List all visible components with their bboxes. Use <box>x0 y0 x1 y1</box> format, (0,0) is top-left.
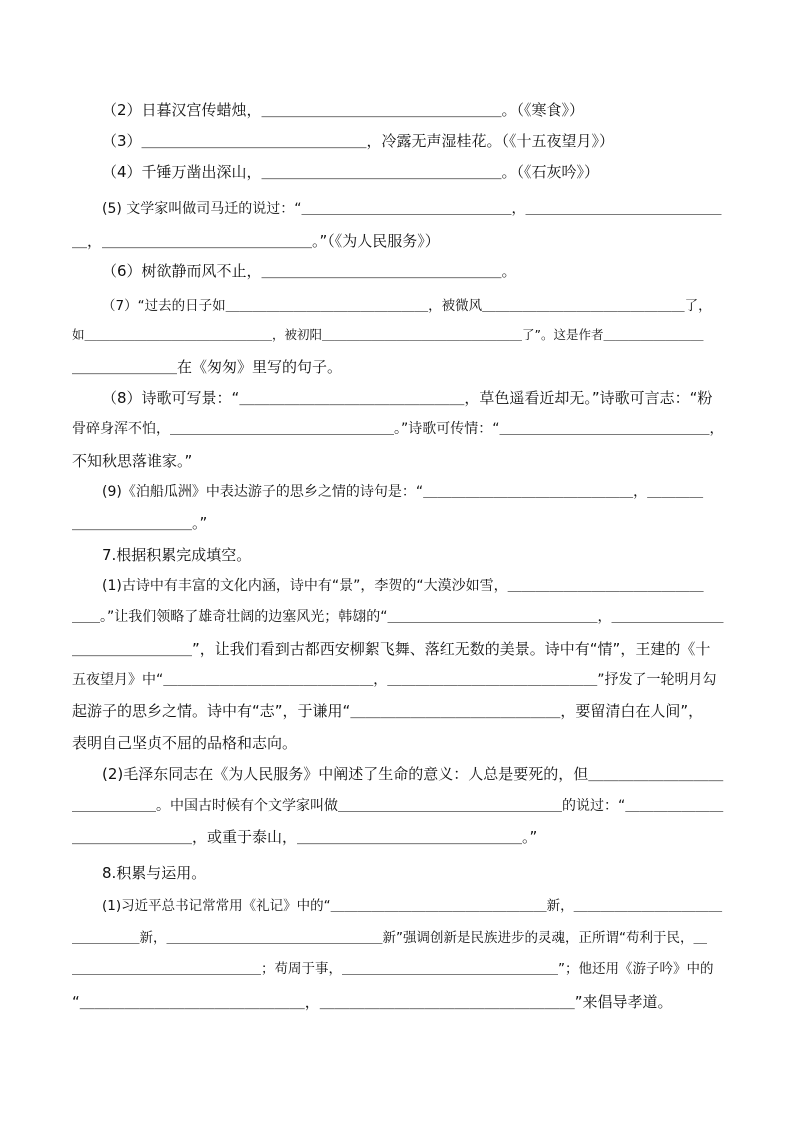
q6-9-line-1: (9)《泊船瓜洲》中表达游子的思乡之情的诗句是：“＿＿＿＿＿＿＿＿＿＿＿＿＿＿＿，＿＿＿＿ <box>102 484 704 500</box>
q7-2-line-3: ＿＿＿＿＿＿＿＿，或重于泰山，＿＿＿＿＿＿＿＿＿＿＿＿＿＿＿。” <box>72 828 538 846</box>
q7-2-line-2: ＿＿＿＿＿＿。中国古时候有个文学家叫做＿＿＿＿＿＿＿＿＿＿＿＿＿＿＿＿的说过：“＿＿＿＿＿＿＿ <box>72 798 724 814</box>
q8-1-line-2: ＿＿＿＿＿新，＿＿＿＿＿＿＿＿＿＿＿＿＿＿＿＿新”强调创新是民族进步的灵魂，正所谓“苟利于民，＿ <box>72 930 707 946</box>
q6-7-line-3: ＿＿＿＿＿＿＿在《匆匆》里写的句子。 <box>72 358 343 376</box>
q6-8-line-2: 骨碎身浑不怕，＿＿＿＿＿＿＿＿＿＿＿＿＿＿＿＿。”诗歌可传情：“＿＿＿＿＿＿＿＿＿＿＿＿＿＿＿， <box>72 421 724 437</box>
q6-7-line-2: 如＿＿＿＿＿＿＿＿＿＿＿＿＿＿＿，被初阳＿＿＿＿＿＿＿＿＿＿＿＿＿＿＿＿了”。这是作者＿＿＿＿＿＿＿＿ <box>72 327 704 342</box>
q6-5-line-1: (5) 文学家叫做司马迁的说过：“＿＿＿＿＿＿＿＿＿＿＿＿＿＿＿，＿＿＿＿＿＿＿＿＿＿＿＿＿＿ <box>102 201 722 217</box>
q7-1-line-3: ＿＿＿＿＿＿＿＿”，让我们看到古都西安柳絮飞舞、落红无数的美景。诗中有“情”，王建的《十 <box>72 640 711 658</box>
q8-1-line-3: ＿＿＿＿＿＿＿＿＿＿＿＿＿＿；苟周于事，＿＿＿＿＿＿＿＿＿＿＿＿＿＿＿＿”；他还用《游子吟》中的 <box>72 961 714 977</box>
q6-4-line: （4）千锤万凿出深山，＿＿＿＿＿＿＿＿＿＿＿＿＿＿＿＿。（《石灰吟》） <box>102 163 600 181</box>
q6-5-line-2: ＿，＿＿＿＿＿＿＿＿＿＿＿＿＿＿。”（《为人民服务》） <box>72 232 440 250</box>
q8-heading: 8.积累与运用。 <box>102 864 207 882</box>
q6-3-line: （3）＿＿＿＿＿＿＿＿＿＿＿＿＿＿＿，冷露无声湿桂花。（《十五夜望月》） <box>102 132 615 150</box>
q8-1-line-4: “＿＿＿＿＿＿＿＿＿＿＿＿＿＿＿，＿＿＿＿＿＿＿＿＿＿＿＿＿＿＿＿＿”来倡导孝道。 <box>72 993 673 1011</box>
q7-1-line-6: 表明自己坚贞不屈的品格和志向。 <box>72 734 298 752</box>
q7-1-line-2: ＿＿。”让我们领略了雄奇壮阔的边塞风光；韩翃的“＿＿＿＿＿＿＿＿＿＿＿＿＿＿＿，＿＿＿＿＿＿＿＿ <box>72 609 724 625</box>
q6-6-line: （6）树欲静而风不止，＿＿＿＿＿＿＿＿＿＿＿＿＿＿＿＿。 <box>102 262 517 280</box>
q6-2-line: （2）日暮汉宫传蜡烛，＿＿＿＿＿＿＿＿＿＿＿＿＿＿＿＿。（《寒食》） <box>102 101 585 119</box>
q6-8-line-3: 不知秋思落谁家。” <box>72 452 193 470</box>
q6-8-line-1: （8）诗歌可写景：“＿＿＿＿＿＿＿＿＿＿＿＿＿＿＿，草色遥看近却无。”诗歌可言志：“粉 <box>102 389 713 407</box>
q6-9-line-2: ＿＿＿＿＿＿＿＿。” <box>72 514 208 532</box>
q7-1-line-1: (1)古诗中有丰富的文化内涵，诗中有“景”，李贺的“大漠沙如雪，＿＿＿＿＿＿＿＿＿＿＿＿＿＿ <box>102 578 704 594</box>
q7-heading: 7.根据积累完成填空。 <box>102 546 252 564</box>
q7-1-line-5: 起游子的思乡之情。诗中有“志”，于谦用“＿＿＿＿＿＿＿＿＿＿＿＿＿＿，要留清白在人间”， <box>72 702 704 720</box>
q7-2-line-1: (2)毛泽东同志在《为人民服务》中阐述了生命的意义：人总是要死的，但＿＿＿＿＿＿＿＿＿ <box>102 765 724 783</box>
q7-1-line-4: 五夜望月》中“＿＿＿＿＿＿＿＿＿＿＿＿＿＿＿，＿＿＿＿＿＿＿＿＿＿＿＿＿＿＿”抒发了一轮明月勾 <box>72 672 717 688</box>
q6-7-line-1: （7）“过去的日子如＿＿＿＿＿＿＿＿＿＿＿＿＿＿＿，被微风＿＿＿＿＿＿＿＿＿＿＿＿＿＿＿了， <box>102 298 712 314</box>
q8-1-line-1: (1)习近平总书记常常用《礼记》中的“＿＿＿＿＿＿＿＿＿＿＿＿＿＿＿＿新，＿＿＿＿＿＿＿＿＿＿＿ <box>102 898 723 914</box>
